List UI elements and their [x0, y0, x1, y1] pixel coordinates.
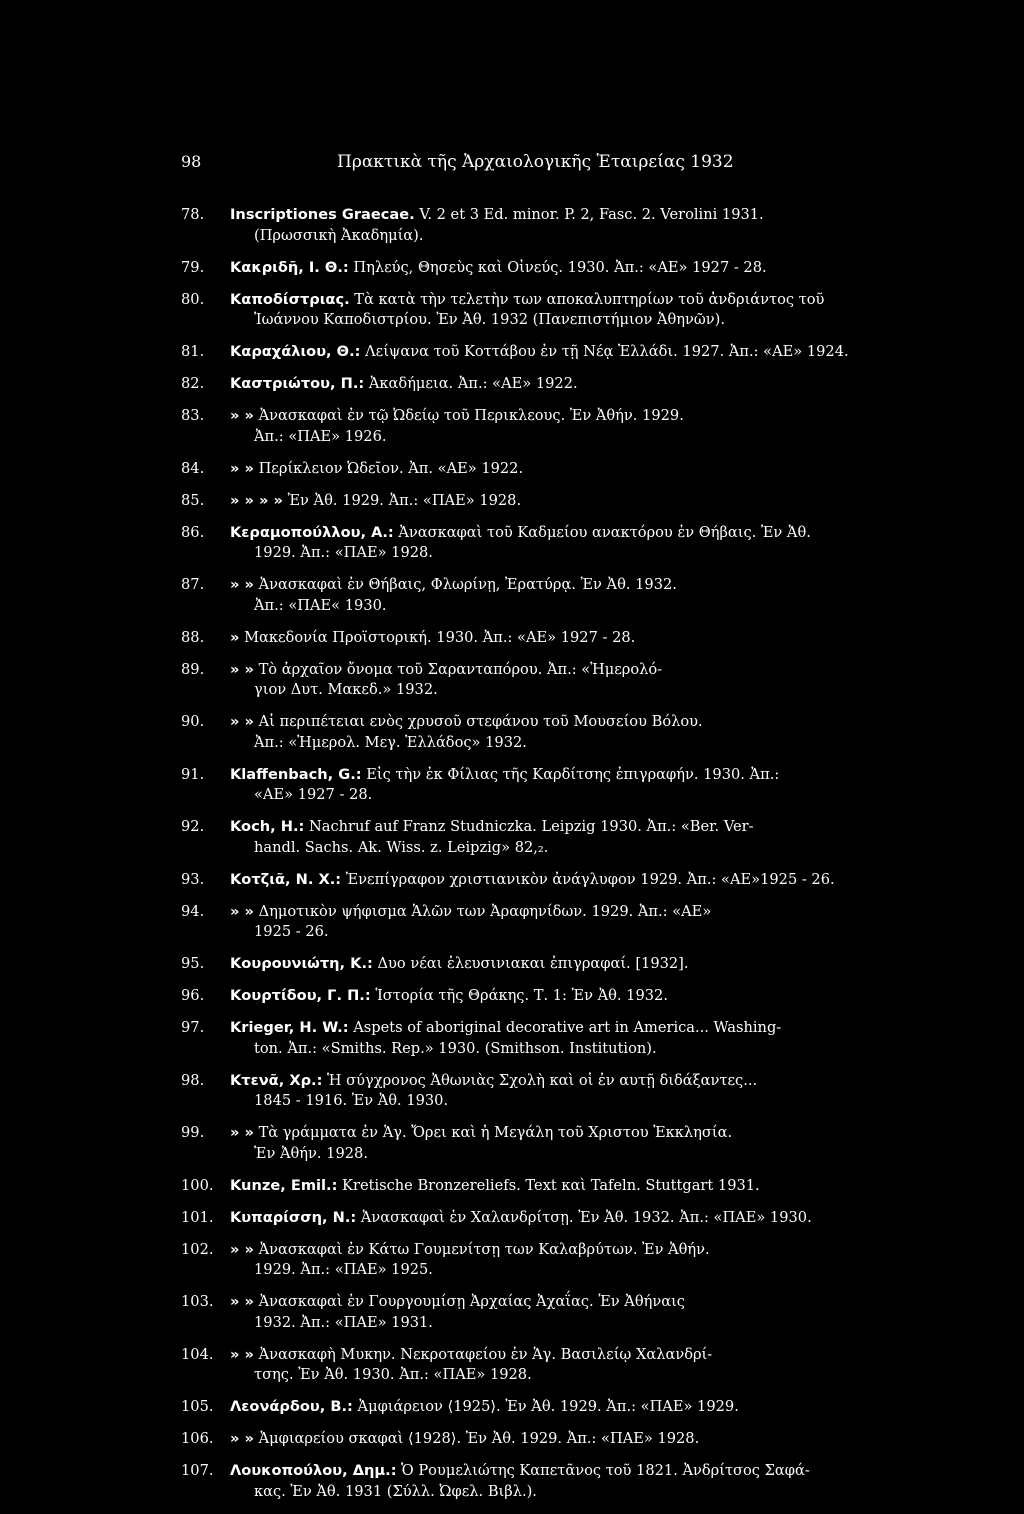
entry-author: » » — [230, 1345, 254, 1363]
entry-text-line: Ἀνασκαφαὶ ἐν Χαλανδρίτσῃ. Ἐν Ἀθ. 1932. Ἀπ.: «ΠΑΕ» 1930. — [356, 1208, 812, 1226]
entry-author: » » — [230, 1293, 254, 1310]
entry-text-line: Πηλεύς, Θησεὺς καὶ Οἰνεύς. 1930. Ἀπ.: «ΑΕ» 1927 - 28. — [348, 258, 767, 276]
entry-body — [230, 1071, 908, 1112]
entry-number: 104. — [181, 1345, 214, 1363]
bibliography-entry — [0, 258, 1024, 279]
entry-number: 85. — [181, 491, 205, 509]
bibliography-entry — [0, 1018, 1024, 1059]
entry-author: Κοτζιᾶ, Ν. Χ.: — [230, 870, 342, 888]
bibliography-entry — [0, 406, 1024, 447]
entry-text-line: Ἀκαδήμεια. Ἀπ.: «ΑΕ» 1922. — [364, 375, 578, 392]
entry-author: Λουκοπούλου, Δημ.: — [230, 1462, 397, 1479]
entry-text-line: Ἱστορία τῆς Θράκης. Τ. 1: Ἐν Ἀθ. 1932. — [370, 987, 668, 1004]
entry-number: 86. — [181, 523, 205, 541]
entry-number: 89. — [181, 660, 205, 678]
entry-text-line: «ΑΕ» 1927 - 28. — [254, 786, 373, 803]
entry-body — [230, 954, 908, 975]
bibliography-entry — [0, 1240, 1024, 1281]
bibliography-entry — [0, 290, 1024, 331]
entry-text-line: Αἱ περιπέτειαι ενὸς χρυσοῦ στεφάνου τοῦ Μουσείου Βόλου. — [253, 713, 703, 730]
bibliography-entry — [0, 954, 1024, 975]
entry-text-line: 1929. Ἀπ.: «ΠΑΕ» 1925. — [254, 1261, 433, 1278]
entry-body — [230, 765, 908, 806]
entry-author: Klaffenbach, G.: — [230, 765, 362, 783]
entry-text-line: Μακεδονία Προϊστορική. 1930. Ἀπ.: «ΑΕ» 1927 - 28. — [239, 628, 636, 646]
entry-author: Κεραμοπούλλου, Α.: — [230, 523, 394, 541]
entry-number: 87. — [181, 576, 205, 593]
entry-number: 94. — [181, 902, 205, 920]
entry-number: 106. — [181, 1430, 214, 1447]
entry-text-line: Ἐν Ἀθ. 1929. Ἀπ.: «ΠΑΕ» 1928. — [282, 491, 522, 509]
entry-body — [230, 1292, 908, 1333]
entry-number: 78. — [181, 206, 205, 223]
entry-text-line: Ἐν Ἀθήν. 1928. — [254, 1144, 368, 1162]
entry-author: » » — [230, 1240, 254, 1258]
entry-number: 91. — [181, 765, 205, 783]
entry-author: Inscriptiones Graecae. — [230, 206, 415, 223]
entry-text-line: Λείψανα τοῦ Κοττάβου ἐν τῇ Νέᾳ Ἑλλάδι. 1927. Ἀπ.: «ΑΕ» 1924. — [360, 343, 849, 360]
entry-author: » » — [230, 660, 254, 678]
entry-text-line: Περίκλειον Ὠδεῖον. Ἀπ. «ΑΕ» 1922. — [253, 459, 524, 477]
entry-number: 105. — [181, 1398, 214, 1415]
running-head — [181, 147, 741, 177]
entry-body — [230, 374, 908, 395]
entry-author: Καστριώτου, Π.: — [230, 375, 365, 392]
entry-body — [230, 1397, 908, 1418]
entry-text-line: Ἀνασκαφαὶ ἐν Κάτω Γουμενίτσῃ των Καλαβρύτων. Ἐν Ἀθήν. — [253, 1240, 710, 1258]
entry-body — [230, 258, 908, 279]
bibliography-entry — [0, 1208, 1024, 1229]
entry-body — [230, 290, 908, 331]
entry-author: » » — [230, 713, 254, 730]
entry-author: » » — [230, 1430, 254, 1447]
entry-text-line: Ἀνασκαφαὶ ἐν Γουργουμίσῃ Ἀρχαίας Ἀχαΐας. Ἐν Ἀθήναις — [253, 1293, 685, 1310]
entry-number: 99. — [181, 1124, 205, 1141]
bibliography-entry — [0, 1071, 1024, 1112]
entry-number: 96. — [181, 987, 205, 1004]
entry-body — [230, 870, 908, 891]
entry-number: 92. — [181, 818, 205, 835]
entry-text-line: Τὸ ἀρχαῖον ὄνομα τοῦ Σαρανταπόρου. Ἀπ.: «Ἡμερολό- — [253, 660, 663, 678]
entry-text-line: κας. Ἐν Ἀθ. 1931 (Σύλλ. Ὠφελ. Βιβλ.). — [254, 1482, 537, 1500]
entry-author: Κυπαρίσση, Ν.: — [230, 1208, 357, 1226]
bibliography-entry — [0, 628, 1024, 649]
entry-text-line: Τὰ κατὰ τὴν τελετὴν των αποκαλυπτηρίων τοῦ ἀνδριάντος τοῦ — [349, 290, 825, 308]
bibliography-entry — [0, 491, 1024, 512]
entry-text-line: Τὰ γράμματα ἐν Ἁγ. Ὄρει καὶ ἡ Μεγάλη τοῦ Χριστου Ἐκκλησία. — [253, 1124, 733, 1141]
bibliography-entry — [0, 1461, 1024, 1502]
entry-text-line: Ἀπ.: «Ἡμερολ. Μεγ. Ἑλλάδος» 1932. — [254, 733, 527, 751]
bibliography-entry — [0, 459, 1024, 480]
entry-number: 98. — [181, 1071, 205, 1089]
entry-body — [230, 1461, 908, 1502]
entry-number: 93. — [181, 870, 205, 888]
entry-text-line: Ἡ σύγχρονος Ἀθωνιὰς Σχολὴ καὶ οἱ ἐν αυτῇ διδάξαντες... — [322, 1071, 758, 1089]
entry-text-line: (Πρωσσικὴ Ἀκαδημία). — [254, 226, 424, 244]
entry-text-line: Nachruf auf Franz Studniczka. Leipzig 1930. Ἀπ.: «Ber. Ver- — [304, 818, 754, 835]
bibliography-entry — [0, 205, 1024, 246]
entry-body — [230, 1240, 908, 1281]
entry-text-line: Ὁ Ρουμελιώτης Καπετᾶνος τοῦ 1821. Ἀνδρίτσος Σαφά- — [396, 1462, 810, 1479]
entry-author: Καποδίστριας. — [230, 290, 350, 308]
bibliography-entry — [0, 1123, 1024, 1164]
entry-body — [230, 406, 908, 447]
bibliography-entry — [0, 374, 1024, 395]
entry-text-line: Ἀπ.: «ΠΑΕ« 1930. — [254, 596, 387, 614]
entry-body — [230, 1123, 908, 1164]
entry-body — [230, 628, 908, 649]
entry-text-line: V. 2 et 3 Ed. minor. P. 2, Fasc. 2. Verolini 1931. — [414, 206, 764, 223]
bibliography-list — [0, 205, 1024, 1514]
bibliography-entry — [0, 712, 1024, 753]
entry-author: Κουρτίδου, Γ. Π.: — [230, 987, 371, 1004]
entry-text-line: ton. Ἀπ.: «Smiths. Rep.» 1930. (Smithson. Institution). — [254, 1039, 657, 1057]
bibliography-entry — [0, 1292, 1024, 1333]
entry-body — [230, 523, 908, 564]
bibliography-entry — [0, 870, 1024, 891]
entry-body — [230, 205, 908, 246]
entry-author: Koch, H.: — [230, 818, 305, 835]
entry-text-line: 1932. Ἀπ.: «ΠΑΕ» 1931. — [254, 1313, 433, 1331]
entry-text-line: Δημοτικὸν ψήφισμα Ἁλῶν των Ἀραφηνίδων. 1929. Ἀπ.: «ΑΕ» — [253, 902, 712, 920]
bibliography-entry — [0, 342, 1024, 363]
entry-text-line: Δυο νέαι ἐλευσινιακαι ἐπιγραφαί. [1932]. — [372, 955, 689, 972]
entry-body — [230, 986, 908, 1007]
entry-body — [230, 712, 908, 753]
entry-text-line: γιον Δυτ. Μακεδ.» 1932. — [254, 681, 438, 698]
entry-author: » — [230, 628, 240, 646]
bibliography-entry — [0, 575, 1024, 616]
entry-text-line: 1925 - 26. — [254, 923, 329, 940]
entry-body — [230, 491, 908, 512]
entry-number: 80. — [181, 290, 205, 308]
entry-number: 88. — [181, 628, 205, 646]
entry-body — [230, 575, 908, 616]
entry-body — [230, 459, 908, 480]
entry-body — [230, 1429, 908, 1450]
entry-author: » » » » — [230, 491, 283, 509]
entry-author: Kunze, Emil.: — [230, 1176, 338, 1194]
entry-author: » » — [230, 576, 254, 593]
entry-text-line: Ἀμφιάρειον ⟨1925⟩. Ἐν Ἀθ. 1929. Ἀπ.: «ΠΑΕ» 1929. — [352, 1398, 739, 1415]
page-number: 98 — [181, 152, 202, 171]
entry-text-line: Kretische Bronzereliefs. Text καὶ Tafeln. Stuttgart 1931. — [337, 1176, 760, 1194]
entry-text-line: Ἀνασκαφαὶ τοῦ Καδμείου ανακτόρου ἐν Θήβαις. Ἐν Ἀθ. — [393, 523, 811, 541]
entry-text-line: Ἀνασκαφαὶ ἐν τῷ Ὠδείῳ τοῦ Περικλεους. Ἐν Ἀθήν. 1929. — [253, 407, 684, 424]
entry-text-line: 1845 - 1916. Ἐν Ἀθ. 1930. — [254, 1092, 449, 1109]
entry-text-line: Ἀμφιαρείου σκαφαὶ ⟨1928⟩. Ἐν Ἀθ. 1929. Ἀπ.: «ΠΑΕ» 1928. — [253, 1430, 700, 1447]
entry-body — [230, 902, 908, 943]
entry-text-line: 1929. Ἀπ.: «ΠΑΕ» 1928. — [254, 544, 433, 561]
entry-text-line: handl. Sachs. Ak. Wiss. z. Leipzig» 82,₂. — [254, 838, 549, 856]
entry-author: Κακριδῆ, Ι. Θ.: — [230, 258, 349, 276]
entry-text-line: Ἰωάννου Καποδιστρίου. Ἐν Ἀθ. 1932 (Πανεπιστήμιον Ἀθηνῶν). — [254, 311, 726, 328]
entry-author: » » — [230, 407, 254, 424]
entry-body — [230, 1176, 908, 1197]
bibliography-entry — [0, 765, 1024, 806]
entry-author: » » — [230, 459, 254, 477]
entry-number: 100. — [181, 1176, 214, 1194]
entry-body — [230, 1208, 908, 1229]
bibliography-entry — [0, 986, 1024, 1007]
entry-body — [230, 1018, 908, 1059]
entry-number: 103. — [181, 1293, 214, 1310]
entry-author: Κουρουνιώτη, Κ.: — [230, 955, 373, 972]
entry-text-line: Εἰς τὴν ἐκ Φίλιας τῆς Καρδίτσης ἐπιγραφήν. 1930. Ἀπ.: — [361, 765, 780, 783]
entry-body — [230, 817, 908, 858]
entry-body — [230, 660, 908, 701]
bibliography-entry — [0, 660, 1024, 701]
bibliography-entry — [0, 1176, 1024, 1197]
entry-number: 95. — [181, 955, 205, 972]
entry-number: 83. — [181, 407, 205, 424]
entry-text-line: Ἀνασκαφαὶ ἐν Θήβαις, Φλωρίνῃ, Ἐρατύρᾳ. Ἐν Ἀθ. 1932. — [253, 576, 677, 593]
journal-title: Πρακτικὰ τῆς Ἀρχαιολογικῆς Ἑταιρείας 1932 — [337, 152, 734, 172]
entry-author: Λεονάρδου, Β.: — [230, 1398, 353, 1415]
entry-author: Krieger, H. W.: — [230, 1019, 349, 1036]
entry-text-line: τσης. Ἐν Ἀθ. 1930. Ἀπ.: «ΠΑΕ» 1928. — [254, 1366, 532, 1383]
bibliography-entry — [0, 523, 1024, 564]
bibliography-entry — [0, 902, 1024, 943]
entry-number: 102. — [181, 1240, 214, 1258]
entry-author: » » — [230, 902, 254, 920]
entry-number: 79. — [181, 258, 205, 276]
bibliography-entry — [0, 1397, 1024, 1418]
bibliography-entry — [0, 1429, 1024, 1450]
entry-text-line: Ἀπ.: «ΠΑΕ» 1926. — [254, 427, 387, 445]
entry-text-line: Aspets of aboriginal decorative art in America... Washing- — [348, 1019, 782, 1036]
entry-number: 81. — [181, 343, 205, 360]
entry-number: 101. — [181, 1208, 214, 1226]
entry-author: » » — [230, 1124, 254, 1141]
entry-text-line: Ἐνεπίγραφον χριστιανικὸν ἀνάγλυφον 1929. Ἀπ.: «ΑΕ»1925 - 26. — [341, 870, 835, 888]
bibliography-entry — [0, 1345, 1024, 1386]
entry-number: 107. — [181, 1462, 214, 1479]
entry-author: Καραχάλιου, Θ.: — [230, 343, 361, 360]
bibliography-entry — [0, 817, 1024, 858]
entry-author: Κτενᾶ, Χρ.: — [230, 1071, 323, 1089]
entry-number: 90. — [181, 713, 205, 730]
entry-body — [230, 1345, 908, 1386]
entry-number: 97. — [181, 1019, 205, 1036]
entry-number: 84. — [181, 459, 205, 477]
entry-text-line: Ἀνασκαφὴ Μυκην. Νεκροταφείου ἐν Ἁγ. Βασιλείῳ Χαλανδρί- — [253, 1345, 713, 1363]
entry-number: 82. — [181, 375, 205, 392]
entry-body — [230, 342, 908, 363]
